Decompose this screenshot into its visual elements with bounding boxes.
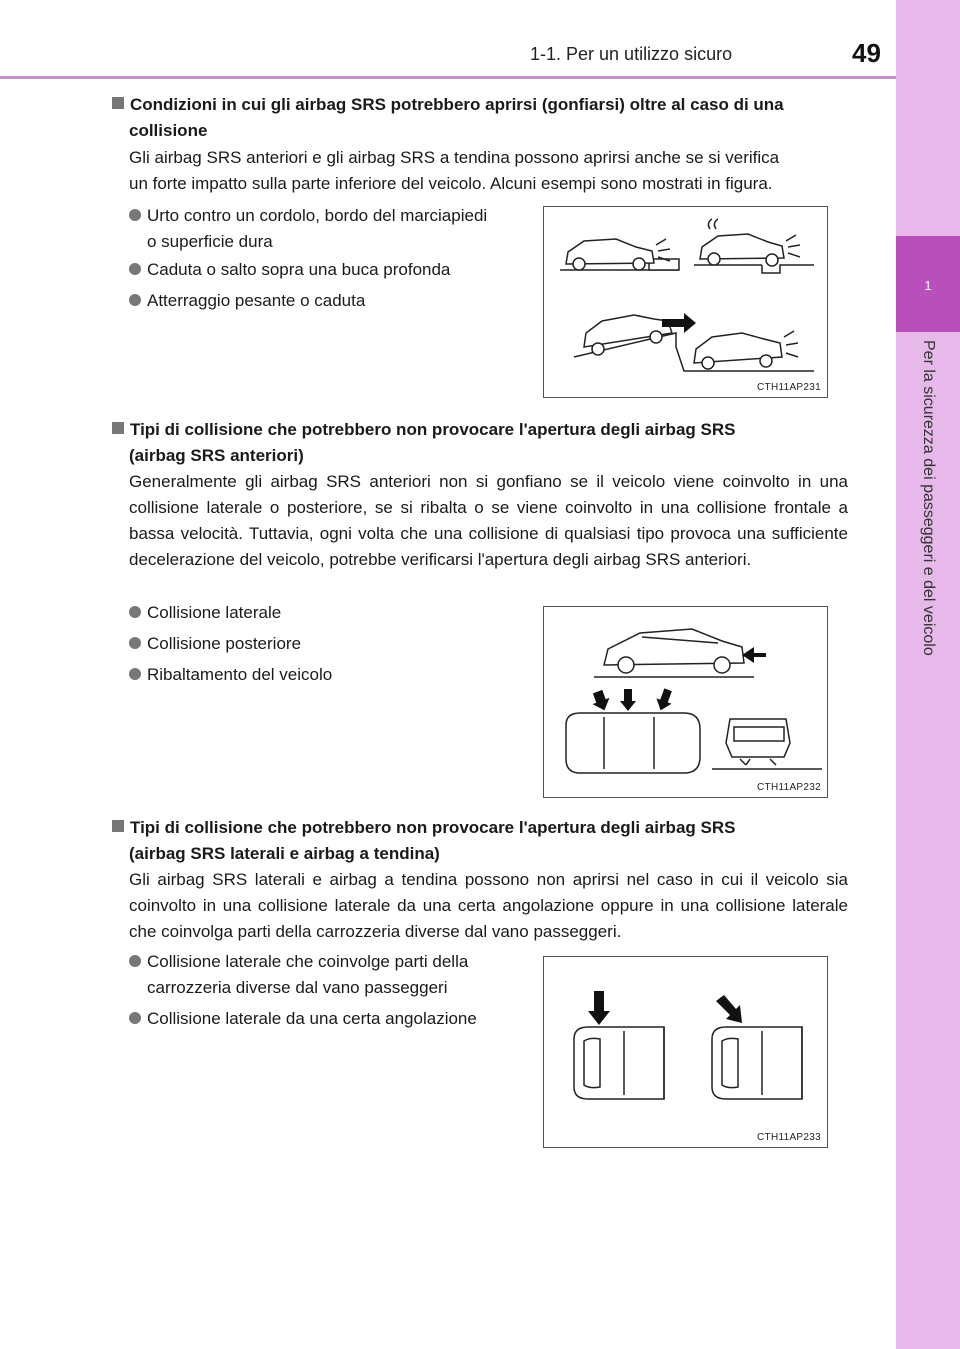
- section-1-body: [129, 145, 848, 197]
- round-bullet-icon: [129, 209, 141, 221]
- figure-no-side-deploy: [543, 956, 828, 1148]
- header-divider: [0, 76, 896, 79]
- bullet-text-cont: carrozzeria diverse dal vano passeggeri: [147, 978, 448, 997]
- figure-underbody-impact: [543, 206, 828, 398]
- round-bullet-icon: [129, 294, 141, 306]
- section-2-heading-line1: Tipi di collisione che potrebbero non provocare l'apertura degli airbag SRS: [130, 420, 736, 439]
- section-1-heading: [112, 92, 856, 144]
- bullet-text: Collisione posteriore: [147, 634, 302, 653]
- section-1-body-line2: un forte impatto sulla parte inferiore del veicolo. Alcuni esempi sono mostrati in figura.: [129, 174, 773, 193]
- round-bullet-icon: [129, 637, 141, 649]
- section-2-body: Generalmente gli airbag SRS anteriori non si gonfiano se il veicolo viene coinvolto in una collisione laterale o posteriore, se si ribalta o se viene coinvolto in una collisione frontale a bassa velocità. Tuttavia, ogni volta che una collisione di qualsiasi tipo provoca una sufficiente decelerazione del veicolo, potrebbe verificarsi l'apertura degli airbag SRS anteriori.: [129, 472, 848, 569]
- bullet-text: Collisione laterale: [147, 603, 282, 622]
- section-2-heading-line2: (airbag SRS anteriori): [129, 446, 304, 465]
- bullet-text: Collisione laterale che coinvolge parti della: [147, 952, 469, 971]
- figure-no-frontal-deploy: [543, 606, 828, 798]
- bullet-text-cont: o superficie dura: [147, 232, 273, 251]
- section-3-body: Gli airbag SRS laterali e airbag a tendina possono non aprirsi nel caso in cui il veicolo sia coinvolto in una collisione laterale da una certa angolazione oppure in una collisione laterale che coinvolga parti della carrozzeria diverse dal vano passeggeri.: [129, 870, 848, 941]
- bullet-text: Collisione laterale da una certa angolazione: [147, 1009, 477, 1028]
- header-section-title: 1-1. Per un utilizzo sicuro: [530, 44, 733, 64]
- no-side-deploy-illustration: [544, 957, 827, 1147]
- round-bullet-icon: [129, 955, 141, 967]
- round-bullet-icon: [129, 1012, 141, 1024]
- section-3-bullet-1: [129, 949, 468, 1001]
- section-1-bullet-3: [129, 288, 365, 314]
- section-3-bullet-2: [129, 1006, 477, 1032]
- figure-code: CTH11AP233: [757, 1132, 821, 1143]
- round-bullet-icon: [129, 668, 141, 680]
- bullet-text: Ribaltamento del veicolo: [147, 665, 333, 684]
- round-bullet-icon: [129, 263, 141, 275]
- section-2-bullet-1: [129, 600, 281, 626]
- no-frontal-deploy-illustration: [544, 607, 827, 797]
- bullet-text: Urto contro un cordolo, bordo del marciapiedi: [147, 206, 488, 225]
- bullet-text: Atterraggio pesante o caduta: [147, 291, 366, 310]
- section-2-heading: [112, 417, 856, 469]
- section-3-heading: [112, 815, 856, 867]
- figure-code: CTH11AP232: [757, 782, 821, 793]
- section-2-bullet-3: [129, 662, 332, 688]
- underbody-impact-illustration: [544, 207, 827, 397]
- section-1-bullet-1: [129, 203, 487, 255]
- square-bullet-icon: [112, 820, 124, 832]
- section-1-body-line1: Gli airbag SRS anteriori e gli airbag SRS a tendina possono aprirsi anche se si verifica: [129, 148, 780, 167]
- section-2-bullet-2: [129, 631, 301, 657]
- side-tab-chapter-title: Per la sicurezza dei passeggeri e del veicolo: [920, 340, 937, 656]
- page-number: 49: [852, 38, 881, 68]
- section-3-heading-line2: (airbag SRS laterali e airbag a tendina): [129, 844, 440, 863]
- section-1-heading-line1: Condizioni in cui gli airbag SRS potrebbero aprirsi (gonfiarsi) oltre al caso di una: [130, 95, 784, 114]
- figure-code: CTH11AP231: [757, 382, 821, 393]
- section-1-heading-line2: collisione: [129, 121, 208, 140]
- bullet-text: Caduta o salto sopra una buca profonda: [147, 260, 451, 279]
- round-bullet-icon: [129, 606, 141, 618]
- section-3-heading-line1: Tipi di collisione che potrebbero non provocare l'apertura degli airbag SRS: [130, 818, 736, 837]
- section-1-bullet-2: [129, 257, 450, 283]
- side-tab-chapter-number: 1: [924, 278, 932, 293]
- square-bullet-icon: [112, 422, 124, 434]
- square-bullet-icon: [112, 97, 124, 109]
